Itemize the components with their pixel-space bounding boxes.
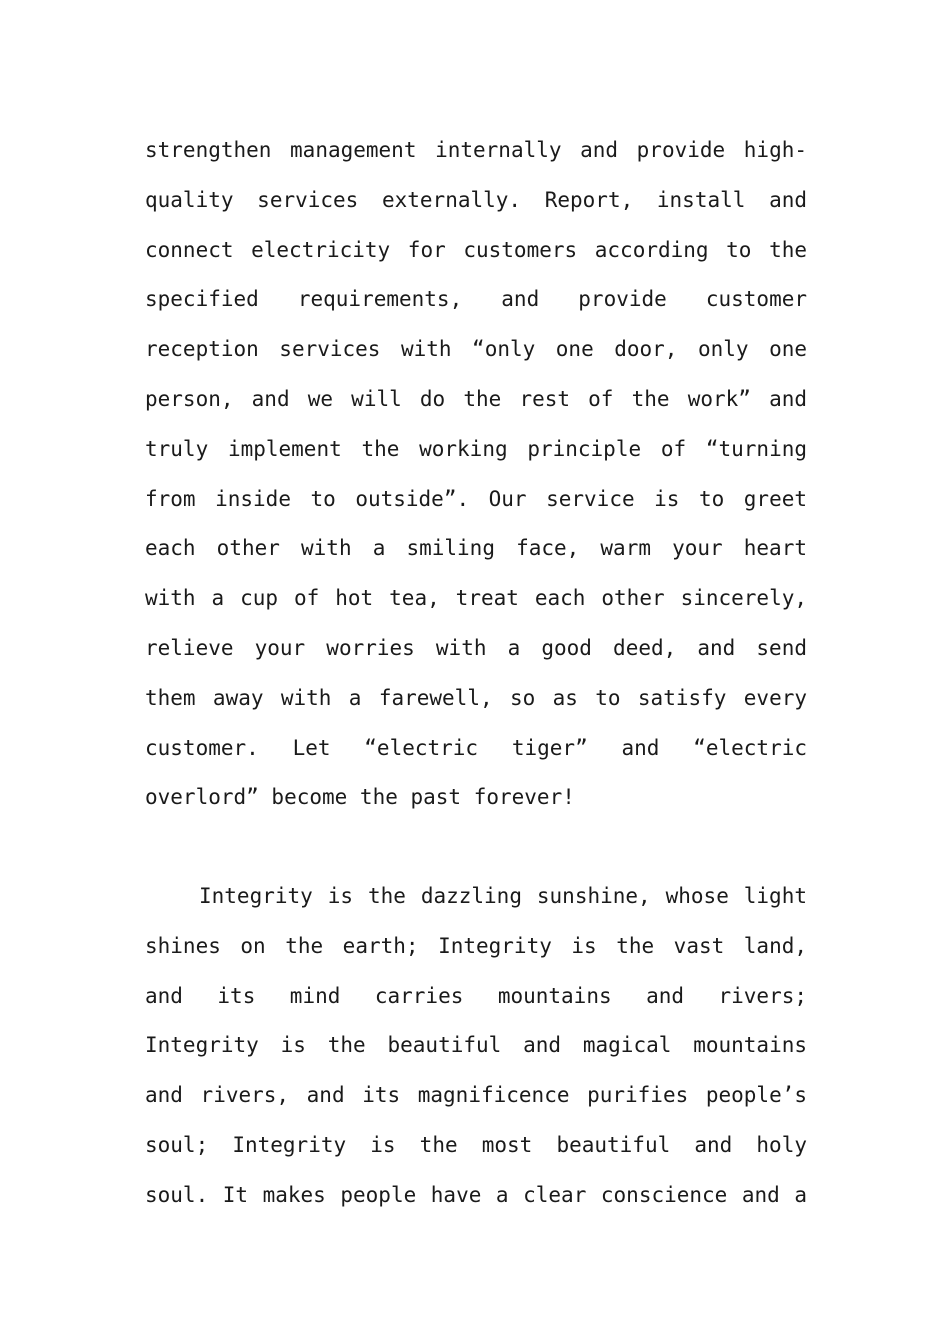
text-line: and its mind carries mountains and rivers; xyxy=(145,983,807,1008)
text-line: and rivers, and its magnificence purifies people’s xyxy=(145,1083,807,1108)
text-line: truly implement the working principle of “turning xyxy=(145,436,807,461)
text-line: customer. Let “electric tiger” and “electric xyxy=(145,735,807,760)
text-line: connect electricity for customers according to the xyxy=(145,237,807,262)
text-line: specified requirements, and provide customer xyxy=(145,287,807,312)
paragraph-customer-service xyxy=(145,126,807,823)
text-line: from inside to outside”. Our service is to greet xyxy=(145,486,807,511)
text-line: relieve your worries with a good deed, and send xyxy=(145,635,807,660)
text-line: soul. It makes people have a clear conscience and a xyxy=(145,1182,807,1207)
text-line: reception services with “only one door, only one xyxy=(145,337,807,362)
paragraph-integrity xyxy=(145,872,807,1221)
text-line: shines on the earth; Integrity is the vast land, xyxy=(145,933,807,958)
text-line: person, and we will do the rest of the work” and xyxy=(145,386,807,411)
text-line: each other with a smiling face, warm your heart xyxy=(145,536,807,561)
text-line: quality services externally. Report, install and xyxy=(145,187,807,212)
text-line: soul; Integrity is the most beautiful and holy xyxy=(145,1132,807,1157)
text-line: Integrity is the beautiful and magical mountains xyxy=(145,1033,807,1058)
text-line: with a cup of hot tea, treat each other sincerely, xyxy=(145,586,807,611)
text-line: them away with a farewell, so as to satisfy every xyxy=(145,685,807,710)
text-line: Integrity is the dazzling sunshine, whose light xyxy=(199,884,807,908)
text-line: strengthen management internally and provide high- xyxy=(145,138,807,162)
text-line: overlord” become the past forever! xyxy=(145,785,575,810)
